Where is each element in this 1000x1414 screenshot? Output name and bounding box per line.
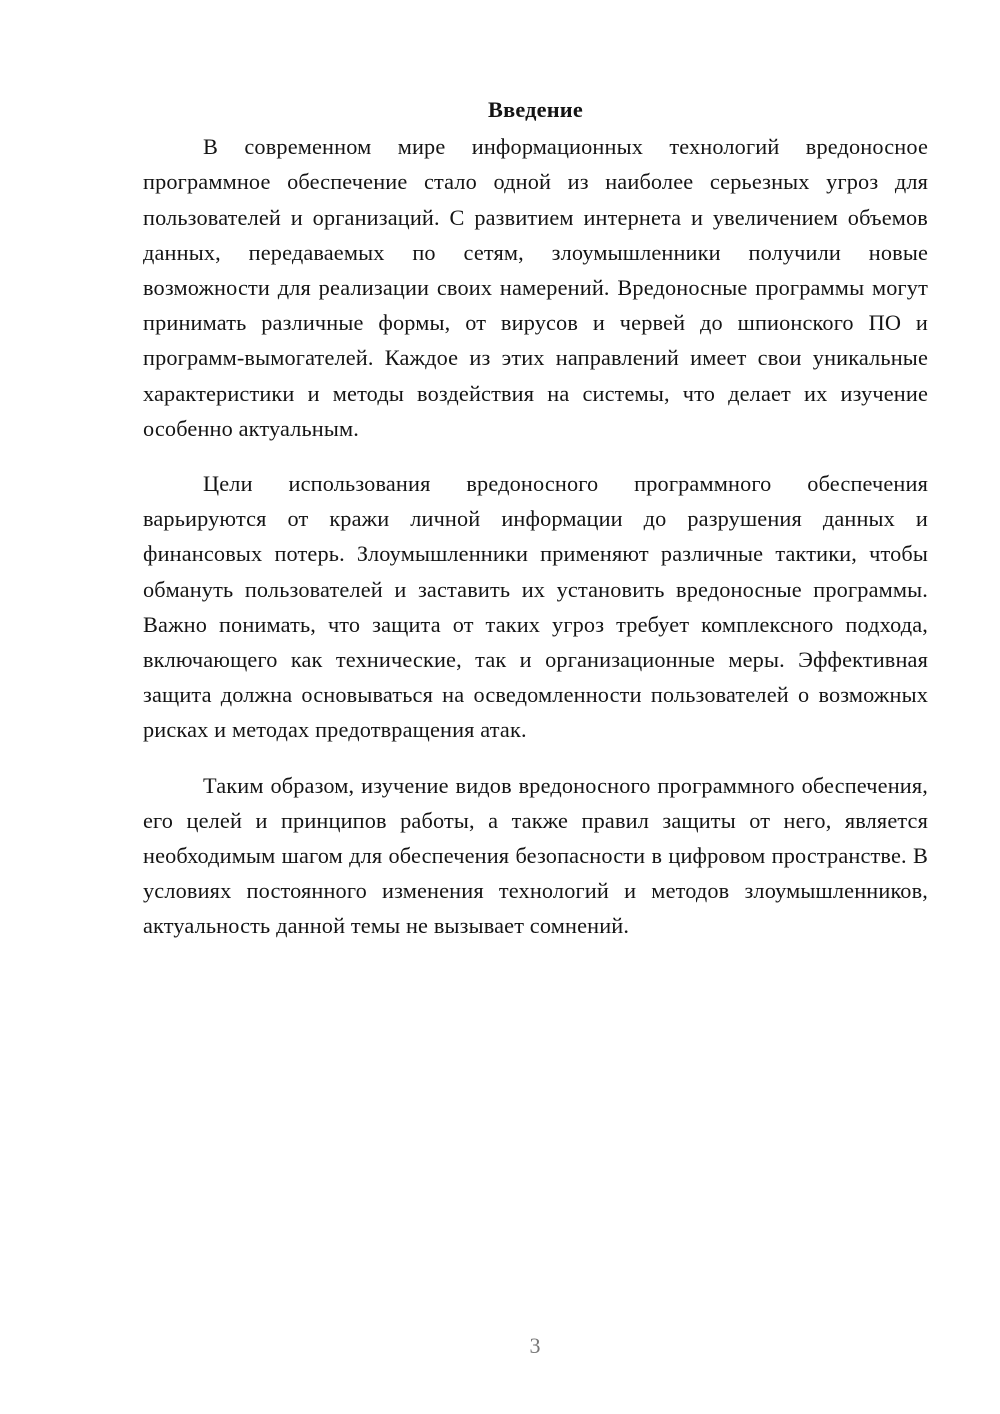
section-heading: Введение (488, 97, 583, 122)
paragraph-conclusion: Таким образом, изучение видов вредоносного программного обеспечения, его целей и принципов работы, а также правил защиты от него, является необходимым шагом для обеспечения безопасности в цифровом пространстве. В условиях постоянного изменения технологий и методов злоумышленников, актуальность данной темы не вызывает сомнений. (143, 772, 928, 939)
paragraph-goals: Цели использования вредоносного программного обеспечения варьируются от кражи личной информации до разрушения данных и финансовых потерь. Злоумышленники применяют различные тактики, чтобы обмануть пользователей и заставить их установить вредоносные программы. Важно понимать, что защита от таких угроз требует комплексного подхода, включающего как технические, так и организационные меры. Эффективная защита должна основываться на осведомленности пользователей о возможных рисках и методах предотвращения атак. (143, 471, 928, 743)
page-body (143, 92, 928, 964)
page-number: 3 (529, 1333, 541, 1358)
paragraph-intro: В современном мире информационных технологий вредоносное программное обеспечение стало одной из наиболее серьезных угроз для пользователей и организаций. С развитием интернета и увеличением объемов данных, передаваемых по сетям, злоумышленники получили новые возможности для реализации своих намерений. Вредоносные программы могут принимать различные формы, от вирусов и червей до шпионского ПО и программ-вымогателей. Каждое из этих направлений имеет свои уникальные характеристики и методы воздействия на системы, что делает их изучение особенно актуальным. (143, 134, 928, 441)
